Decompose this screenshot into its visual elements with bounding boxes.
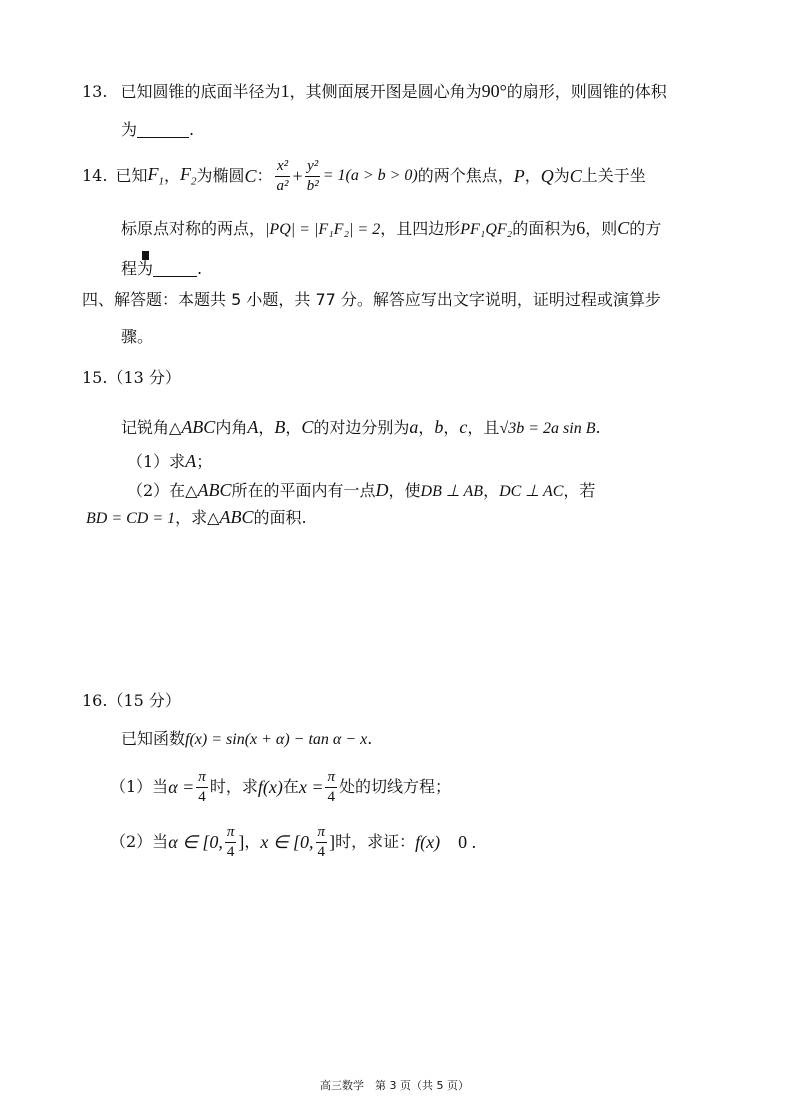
q15-text: 内角: [215, 418, 248, 437]
q16-text: 在: [282, 777, 299, 796]
ellipse-c: C: [617, 218, 630, 238]
range-bracket: ]: [329, 832, 336, 852]
q16-text: 已知函数: [121, 729, 186, 748]
q15-text: （2）在△: [127, 481, 198, 500]
q13-line2: [121, 122, 194, 138]
ellipse-c: C: [569, 166, 582, 186]
q14-text: ，: [163, 166, 180, 185]
fraction-y: $\frac{\text{y²}}{\text{b²}}$: [306, 157, 319, 194]
q13-angle: 90°: [481, 81, 507, 101]
q14-line2: [121, 219, 661, 238]
angle-c: C: [301, 417, 314, 437]
q13-line1: [82, 82, 667, 100]
q15-text: 所在的平面内有一点: [231, 481, 376, 500]
q14-text: ，则: [585, 219, 618, 238]
q16-text: 时，求证：: [335, 832, 416, 851]
q14-text: 程为: [121, 259, 154, 278]
fraction-pi-4: $\frac{\pi}{4}$: [327, 768, 335, 805]
q15-text: ，若: [563, 481, 596, 500]
fraction-pi-4: $\frac{\pi}{4}$: [317, 823, 326, 860]
fraction-pi-4: $\frac{\pi}{4}$: [198, 768, 206, 805]
q14-text: ：: [256, 166, 273, 185]
angle-a: A: [185, 451, 197, 471]
section-heading-cont: 骤。: [121, 327, 154, 346]
focus-f1: $F_1$: [147, 163, 164, 188]
q15-text: 记锐角△: [121, 418, 182, 437]
q15-text: ，且: [467, 418, 500, 437]
x-range: x ∈ [0,: [260, 832, 314, 852]
q15-text: 的面积.: [253, 508, 307, 527]
q16-text: .: [367, 729, 373, 748]
x-value: x =: [298, 777, 324, 797]
q15-line1: 记锐角△ABC内角A，B，C的对边分别为a，b，c，且√3b = 2a sin B.: [121, 417, 601, 437]
q14-number: 14.: [82, 166, 108, 185]
q14-text: 为: [553, 166, 570, 185]
plus-sign: +: [292, 166, 303, 186]
abs-condition: |PQ| = |F₁F₂| = 2: [265, 221, 381, 238]
q14-line1: [82, 156, 646, 196]
q14-line3: [121, 261, 202, 277]
alpha-value: α =: [168, 777, 195, 797]
q16-line1: [121, 731, 372, 748]
length-condition: BD = CD = 1: [86, 510, 176, 527]
quadrilateral: PF₁QF₂: [460, 221, 513, 238]
q16-text: （1）当: [110, 777, 169, 796]
q13-text: 的扇形，则圆锥的体积: [506, 82, 667, 101]
q15-header: 15.（13 分）: [82, 368, 181, 387]
page-footer: 高三数学 第 3 页（共 5 页）: [320, 1079, 469, 1092]
q13-radius: 1: [280, 81, 290, 101]
q13-number: 13.: [82, 82, 108, 101]
q14-text: ，且四边形: [380, 219, 461, 238]
q14-text: .: [197, 259, 203, 278]
condition-formula: √3b = 2a sin B: [499, 420, 596, 437]
point-q: Q: [540, 166, 554, 186]
function-fx: f(x): [257, 777, 283, 797]
q15-part2: （2）在△ABC所在的平面内有一点D，使DB ⊥ AB，DC ⊥ AC，若: [127, 480, 596, 500]
q16-part1: [110, 765, 451, 809]
q15-text: ，使: [388, 481, 421, 500]
point-p: P: [513, 166, 525, 186]
q13-text: 已知圆锥的底面半径为: [120, 82, 281, 101]
q14-text: 的面积为: [512, 219, 577, 238]
perp-condition: DC ⊥ AC: [499, 483, 564, 500]
fraction-x: $\frac{\text{x²}}{\text{a²}}$: [276, 157, 289, 194]
q15-text: （1）求: [127, 452, 186, 471]
function-fx: f(x): [415, 832, 441, 852]
fraction-pi-4: $\frac{\pi}{4}$: [226, 823, 235, 860]
section-heading: 四、解答题：本题共 5 小题，共 77 分。解答应写出文字说明，证明过程或演算步: [82, 290, 661, 309]
angle-a: A: [247, 417, 259, 437]
triangle-abc: ABC: [219, 507, 254, 527]
answer-blank: [137, 137, 189, 138]
alpha-range: α ∈ [0,: [168, 832, 223, 852]
side-b: b: [434, 417, 444, 437]
q16-header: 16.（15 分）: [82, 691, 181, 710]
answer-blank: [153, 276, 197, 277]
area-value: 6: [576, 218, 586, 238]
q15-part2-cont: [86, 508, 307, 527]
point-d: D: [375, 480, 389, 500]
angle-b: B: [274, 417, 286, 437]
q14-text: 上关于坐: [581, 166, 646, 185]
q16-text: 时，求: [209, 777, 258, 796]
q16-text: （2）当: [110, 832, 169, 851]
side-c: c: [459, 417, 468, 437]
focus-f2: $F_2$: [179, 163, 197, 188]
q15-text: 的对边分别为: [313, 418, 410, 437]
q14-text: 标原点对称的两点，: [121, 219, 266, 238]
function-definition: f(x) = sin(x + α) − tan α − x: [185, 731, 368, 748]
ellipse-condition: = 1(a > b > 0): [322, 167, 418, 184]
q13-text: .: [189, 120, 195, 139]
side-a: a: [409, 417, 419, 437]
q14-text: ，: [524, 166, 541, 185]
triangle-abc: ABC: [181, 417, 216, 437]
q15-text: ；: [196, 452, 213, 471]
q14-text: 的两个焦点，: [417, 166, 514, 185]
q13-text: ，其侧面展开图是圆心角为: [289, 82, 482, 101]
q15-part1: [127, 452, 212, 470]
q16-text: 处的切线方程；: [338, 777, 451, 796]
ellipse-c: C: [244, 166, 257, 186]
q16-part2: （2）当 α ∈ [0, $\frac{\pi}{4}$ ] ， x ∈ [0, $\frac{\pi}{4}$ ] 时，求证： f(x) 0 .: [110, 823, 477, 860]
q13-text: 为: [121, 120, 138, 139]
q15-text: ，求△: [175, 508, 220, 527]
range-bracket: ]: [238, 832, 245, 852]
q14-text: 为椭圆: [196, 166, 245, 185]
perp-condition: DB ⊥ AB: [420, 483, 484, 500]
inequality-rhs: 0 .: [458, 832, 477, 852]
q14-text: 已知: [115, 166, 148, 185]
triangle-abc: ABC: [197, 480, 232, 500]
q14-text: 的方: [629, 219, 662, 238]
